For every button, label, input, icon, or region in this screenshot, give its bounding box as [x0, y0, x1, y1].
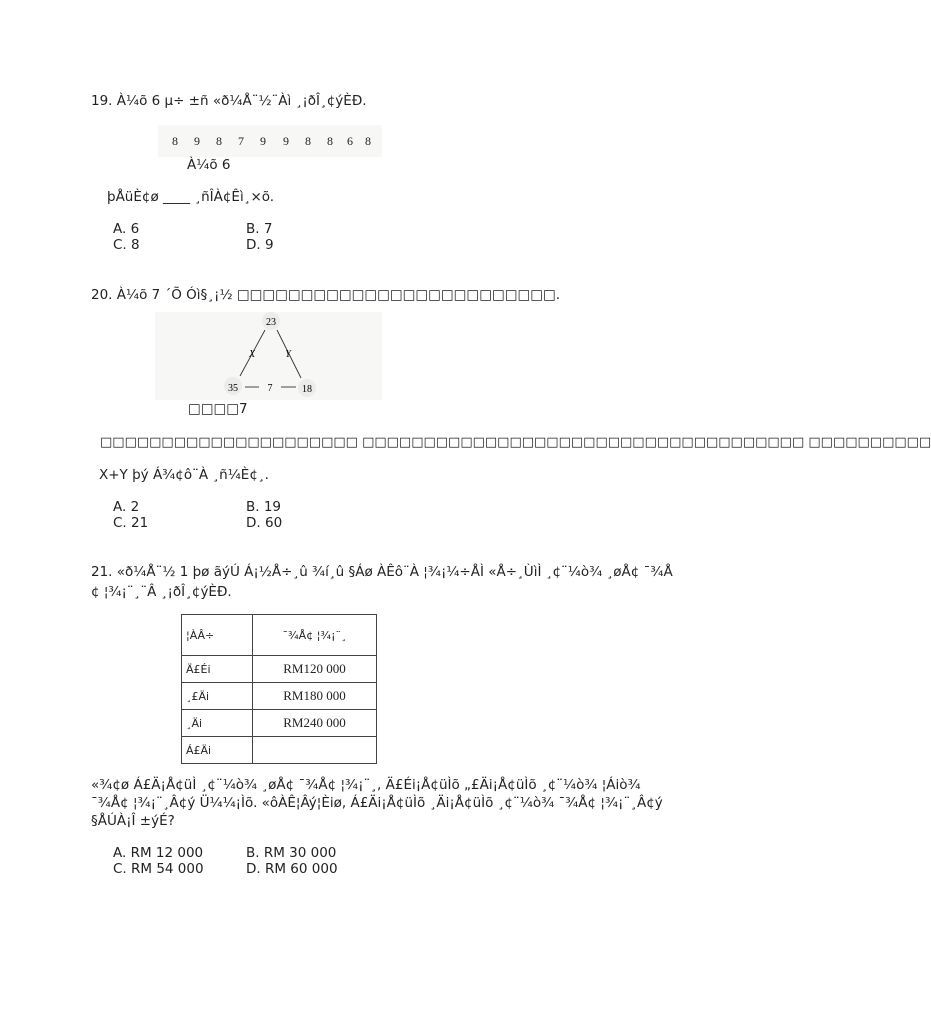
- q20-option-a[interactable]: A. 2: [113, 499, 140, 515]
- q21-paragraph-line2: ¯¾Å¢ ¦¾¡¨¸Â¢ý Ü¼¼¡Ìõ. «ôÀÊ¦Âý¦Èiø, Á£Äi¡Å¢üÌõ ¸Äi¡Å¢üÌõ ¸¢¨¼ò¾ ¯¾Å¢ ¦¾¡¨¸Â¢ý: [91, 795, 663, 811]
- node-bottom-left-label: 35: [228, 383, 238, 394]
- table-header-row: [182, 615, 377, 656]
- node-y-label: Y: [285, 349, 291, 360]
- number-cell: 9: [260, 134, 266, 148]
- q19-question: þÅüÈ¢ø ____ ¸ñÎÀ¢Êì¸×õ.: [107, 189, 275, 205]
- q21-option-b[interactable]: B. RM 30 000: [246, 845, 337, 861]
- node-x-label: X: [248, 349, 256, 360]
- number-cell: 8: [305, 134, 311, 148]
- table-header-amount: ¯¾Å¢ ¦¾¡¨¸: [253, 615, 377, 656]
- number-cell: 8: [365, 134, 371, 148]
- q21-stem-line1: 21. «ð¼Å¨½ 1 þø ãýÚ Á¡½Å÷¸û ¾í¸û §Áø ÀÊô¨À ¦¾¡¼÷ÅÌ «Å÷¸ÙìÌ ¸¢¨¼ò¾ ¸øÅ¢ ¯¾Å: [91, 564, 673, 580]
- q19-number-strip: [158, 125, 382, 157]
- table-row: [182, 737, 377, 764]
- number-cell: 8: [216, 134, 222, 148]
- q20-stem-boxes: □□□□□□□□□□□□□□□□□□□□□□□□□.: [236, 287, 561, 303]
- table-cell-name: Ä£Éi: [182, 656, 253, 683]
- q20-stem-text: 20. À¼õ 7 ´Õ Óì§¸¡½: [91, 287, 237, 303]
- q20-option-c[interactable]: C. 21: [113, 515, 149, 531]
- q20-option-d[interactable]: D. 60: [246, 515, 283, 531]
- q21-paragraph-line3: §ÅÚÀ¡Î ±ýÉ?: [91, 813, 175, 829]
- number-cell: 6: [347, 134, 353, 148]
- table-cell-name: Á£Äi: [182, 737, 253, 764]
- q20-triangle-figure: [155, 312, 382, 400]
- table-cell-amount: RM180 000: [253, 683, 377, 710]
- triangle-diagram: [155, 312, 382, 400]
- table-cell-name: ¸£Äi: [182, 683, 253, 710]
- number-cell: 9: [194, 134, 200, 148]
- table-cell-amount: RM120 000: [253, 656, 377, 683]
- q19-figure-caption: À¼õ 6: [187, 157, 231, 173]
- node-top-label: 23: [266, 317, 276, 328]
- q21-option-d[interactable]: D. RM 60 000: [246, 861, 338, 877]
- q19-option-c[interactable]: C. 8: [113, 237, 140, 253]
- q21-option-c[interactable]: C. RM 54 000: [113, 861, 204, 877]
- table-row: [182, 656, 377, 683]
- q20-option-b[interactable]: B. 19: [246, 499, 282, 515]
- table-header-name: ¦ÀÂ÷: [182, 615, 253, 656]
- number-cell: 7: [238, 134, 244, 148]
- number-cell: 8: [327, 134, 333, 148]
- node-bottom-right-label: 18: [302, 384, 312, 395]
- q21-table: [181, 614, 377, 764]
- table-cell-amount: RM240 000: [253, 710, 377, 737]
- q21-stem-line2: ¢ ¦¾¡¨¸¨Â ¸¡ðÎ¸¢ýÈÐ.: [91, 584, 232, 600]
- q19-stem: 19. À¼õ 6 µ÷ ±ñ «ð¼Å¨½¨Àì ¸¡ðÎ¸¢ýÈÐ.: [91, 93, 367, 109]
- q20-question: X+Y þý Á¾¢ô¨À ¸ñ¼È¢¸.: [99, 467, 269, 483]
- q21-option-a[interactable]: A. RM 12 000: [113, 845, 204, 861]
- table-cell-name: ¸Äi: [182, 710, 253, 737]
- q21-paragraph-line1: «¾¢ø Á£Ä¡Å¢üÌ ¸¢¨¼ò¾ ¸øÅ¢ ¯¾Å¢ ¦¾¡¨¸, Ä£Éi¡Å¢üÌõ „£Äi¡Å¢üÌõ ¸¢¨¼ò¾ ¦Áiò¾: [91, 777, 641, 793]
- q19-option-b[interactable]: B. 7: [246, 221, 273, 237]
- q20-boxes-line: □□□□□□□□□□□□□□□□□□□□□ □□□□□□□□□□□□□□□□□□□□□□□□□□□□□□□□□□□□ □□□□□□□□□□: [100, 435, 931, 450]
- table-cell-amount: [253, 737, 377, 764]
- table-row: [182, 683, 377, 710]
- node-bottom-mid-label: 7: [267, 383, 273, 394]
- q19-option-d[interactable]: D. 9: [246, 237, 274, 253]
- q20-stem: [91, 287, 560, 303]
- number-cell: 8: [172, 134, 178, 148]
- q19-option-a[interactable]: A. 6: [113, 221, 140, 237]
- number-cell: 9: [283, 134, 289, 148]
- q20-figure-caption: □□□□7: [188, 401, 248, 417]
- table-row: [182, 710, 377, 737]
